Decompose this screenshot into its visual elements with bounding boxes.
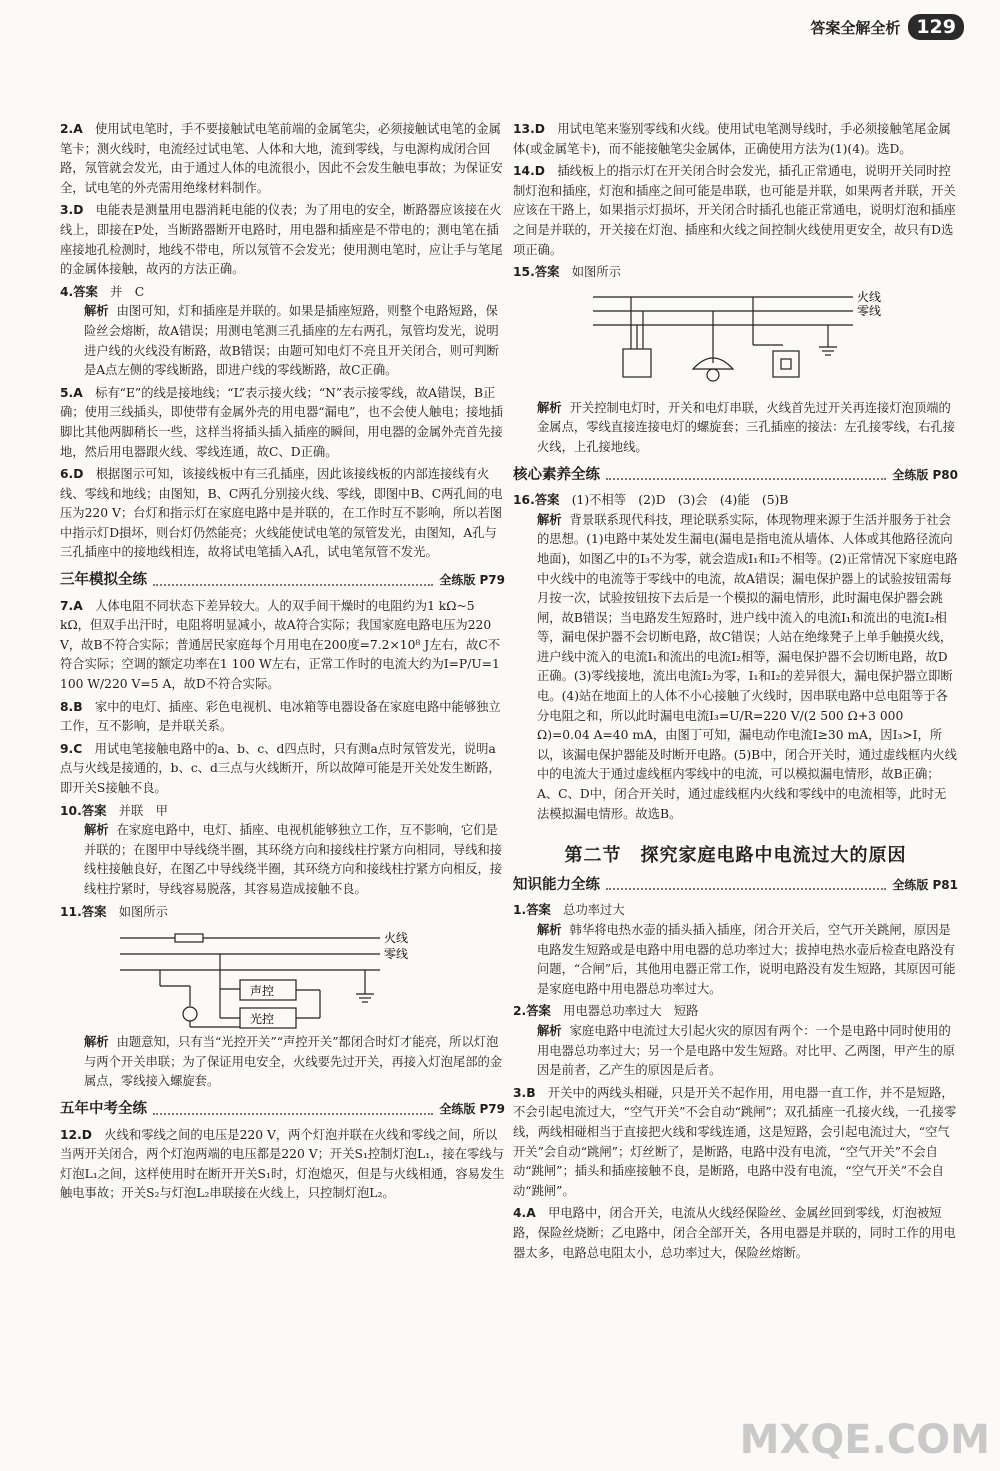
answer-11: 11.答案 如图所示 火线 零线 声控 光控 解析 由题意知，只有当“光控开关”“声控开关”都闭合时灯才能亮，所以灯泡与两个开关串联；为了保证用电安全，火线要先过开关，再接入灯泡尾部的金属点，零线接入螺旋套。 [60,904,503,1089]
answer-7: 7.A 人体电阻不同状态下差异较大。人的双手间干燥时的电阻约为1 kΩ~5 kΩ，但双手出汗时，电阻将明显减小，故A符合实际；我国家庭电路电压为220 V，故B不符合实际；普通居民家庭每个月用电在200度=7.2×10⁸ J左右，故C不符合实际；空调的额定功率在1 100 W左右，正常工作时的电流大约为I=P/U=1 100 W/220 V=5 A，故D不符合实际。 [60,598,501,692]
section-three-year: 三年模拟全练 全练版 P79 [60,572,505,589]
answer-14: 14.D 插线板上的指示灯在开关闭合时会发光，插孔正常通电，说明开关同时控制灯泡和插座，灯泡和插座之间可能是串联，也可能是并联，如果两者并联，开关应该在干路上，如果指示灯损坏，开关闭合时插孔也能正常通电，说明灯泡和插座之间是并联的，开关接在灯泡、插座和火线之间控制火线使用更安全，故只有D选项正确。 [513,164,956,257]
circuit-diagram-15 [553,285,893,395]
answer-6: 6.D 根据图示可知，该接线板中有三孔插座，因此该接线板的内部连接线有火线、零线和地线；由图知，B、C两孔分别接火线、零线，即图中B、C两孔间的电压为220 V；台灯和指示灯在家庭电路中是并联的，在工作时互不影响，所以若图中指示灯D損坏，则台灯仍然能亮；火线能使试电笔的氖管发光，由图知，A孔与三孔插座中的接地线相连，故将试电笔插入A孔，试电笔氖管不发光。 [60,467,503,560]
fire-line-label-15: 火线 [857,289,882,304]
header-title: 答案全解全析 [810,18,901,37]
answer-5: 5.A 标有“E”的线是接地线；“L”表示接火线；“N”表示接零线，故A错误，B正确；使用三线插头，即使带有金属外壳的用电器“漏电”，也不会使人触电；接地插脚比其他两脚稍长一些，这样当将插头插入插座的瞬间，用电器的金属外壳首先接地，然后用电器跟火线、零线连通，故C、D正确。 [60,385,503,459]
zero-line-label: 零线 [384,947,409,962]
answer-4: 4.答案 并 C 解析 由图可知，灯和插座是并联的。如果是插座短路，则整个电路短路，保险丝会熔断，故A错误；用测电笔测三孔插座的左右两孔，氖管均发光，说明进户线的火线没有断路，故B错误；由题可知电灯不亮且开关闭合，则可判断是A点左侧的零线断路，即进户线的零线断路，故C正确。 [60,284,499,378]
answer-9: 9.C 用试电笔接触电路中的a、b、c、d四点时，只有测a点时氖管发光，说明a点与火线是接通的，b、c、d三点与火线断开，所以故障可能是开关处发生断路，即开关S接触不良。 [60,741,501,795]
section-core-literacy: 核心素养全练 全练版 P80 [513,466,958,483]
answer-12: 12.D 火线和零线之间的电压是220 V，两个灯泡并联在火线和零线之间，所以当两开关闭合，两个灯泡两端的电压都是220 V；开关S₁控制灯泡L₁，接在零线与灯泡L₁之间，这样使用时在断开开关S₁时，灯泡熄灭，但是与火线相通，容易发生触电事故；开关S₂与灯泡L₂串联接在火线上，只控制灯泡L₂。 [60,1127,505,1201]
answer-8: 8.B 家中的电灯、插座、彩色电视机、电冰箱等电器设备在家庭电路中能够独立工作，互不影响，是并联关系。 [60,699,501,734]
sound-switch-label: 声控 [250,984,275,999]
circuit-diagram-11 [100,924,430,1029]
page-number: 129 [908,14,964,40]
watermark: MXQE.COM [739,1417,990,1463]
fire-line-label: 火线 [384,931,409,946]
right-column [513,120,958,1266]
chapter-title: 第二节 探究家庭电路中电流过大的原因 [564,845,907,867]
answer-b4: 4.A 甲电路中，闭合开关，电流从火线经保险丝、金属丝回到零线，灯泡被短路，保险丝烧断；乙电路中，闭合全部开关，各用电器是并联的，同时工作的用电器太多，电路总电阻太小，总功率过大，保险丝熔断。 [513,1206,956,1260]
answer-15: 15.答案 如图所示 火线 零线 解析 开关控制电灯时，开关和电灯串联，火线首先过开关再连接灯泡顶端的金属点，零线直接连接电灯的螺旋套；三孔插座的接法：左孔接零线，右孔接火线，上孔接地线。 [513,265,956,454]
page-header [810,14,964,40]
answer-2: 2.A 使用试电笔时，手不要接触试电笔前端的金属笔尖，必须接触试电笔的金属笔卡；测火线时，电流经过试电笔、人体和大地，流到零线，与电源构成闭合回路，氖管就会发光，由于通过人体的电流很小，因此不会发生触电事故；为保证安全，试电笔的外壳需用绝缘材料制作。 [60,122,503,195]
answer-13: 13.D 用试电笔来鉴别零线和火线。使用试电笔测导线时，手必须接触笔尾金属体(或金属笔卡)，而不能接触笔尖金属体，正确使用方法为(1)(4)。选D。 [513,122,951,156]
light-switch-label: 光控 [250,1012,275,1027]
left-column [60,120,505,1207]
answer-b3: 3.B 开关中的两线头相碰，只是开关不起作用，用电器一直工作，并不是短路，不会引起电流过大，“空气开关”不会自动“跳闸”；双孔插座一孔接火线，一孔接零线，两线相碰相当于直接把火线和零线连通，这是短路，会引起电流过大，“空气开关”会自动“跳闸”；灯丝断了，是断路，电路中没有电流，“空气开关”不会自动“跳闸”；插头和插座接触不良，是断路，电路中没有电流，“空气开关”不会自动“跳闸”。 [513,1085,957,1198]
zero-line-label-15: 零线 [857,303,882,318]
answer-10: 10.答案 并联 甲 解析 在家庭电路中，电灯、插座、电视机能够独立工作，互不影响，它们是并联的；在图甲中导线绕半圈，其环绕方向和接线柱拧紧方向相同，导线和接线柱接触良好，在图乙中导线绕半圈，其环绕方向和接线柱拧紧方向相反，接线柱拧紧时，导线容易脱落，其容易造成接触不良。 [60,803,503,896]
answer-16: 16.答案 (1)不相等 (2)D (3)会 (4)能 (5)B 解析 背景联系现代科技，理论联系实际，体现物理来源于生活并服务于社会的思想。(1)电路中某处发生漏电(漏电是指电流从墙体、人体或其他路径流向地面)，如图乙中的I₃不为零，就会造成I₁和I₂不相等。(2)正常情况下家庭电路中火线中的电流等于零线中的电流，故A错误；漏电保护器上的试验按钮需每月按一次，试验按钮按下去后是一个模拟的漏电情形，此时漏电保护器会跳闸，故B错误；当电路发生短路时，进户线中流入的电流I₁和流出的电流I₂相等，漏电保护器不会切断电路，故C错误；人站在绝缘凳子上单手触摸火线，进户线中流入的电流I₁和流出的电流I₂相等，漏电保护器不会切断电路，故D正确。(3)零线接地，流出电流I₂为零，I₁和I₂的差异很大，漏电保护器立即断电。(4)站在地面上的人体不小心接触了火线时，因串联电路中总电阻等于各分电阻之和，所以此时漏电电流I₃=U/R=220 V/(2 500 Ω+3 000 Ω)=0.04 A=40 mA，由图丁可知，漏电动作电流I≥30 mA，因I₃>I，所以，该漏电保护器能及时断开电路。(5)B中，闭合开关时，通过虚线框内火线中的电流大于通过虚线框内零线中的电流，可以模拟漏电情形，故B正确；A、C、D中，闭合开关时，通过虚线框内火线和零线中的电流相等，此时无法模拟漏电情形。故选B。 [513,493,958,821]
answer-b2: 2.答案 用电器总功率过大 短路 解析 家庭电路中电流过大引起火灾的原因有两个：一个是电路中同时使用的用电器总功率过大；另一个是电路中发生短路。对比甲、乙两图，甲产生的原因是前者，乙产生的原因是后者。 [513,1004,956,1078]
section-knowledge: 知识能力全练 全练版 P81 [513,876,958,893]
answer-b1: 1.答案 总功率过大 解析 韩华将电热水壶的插头插入插座，闭合开关后，空气开关跳闸，原因是电路发生短路或是电路中用电器的总功率过大；拔掉电热水壶后检查电路没有问题，“合闸”后，其他用电器正常工作，说明电路没有发生短路，其原因可能是家庭电路中用电器总功率过大。 [513,903,956,996]
section-five-year: 五年中考全练 全练版 P79 [60,1100,505,1117]
answer-3: 3.D 电能表是测量用电器消耗电能的仪表；为了用电的安全，断路器应该接在火线上，即接在P处，当断路器断开电路时，用电器和插座是不带电的；测电笔在插座接地孔检测时，地线不带电，所以氖管不会发光；使用测电笔时，应让手与笔尾的金属体接触，故丙的方法正确。 [60,203,503,277]
